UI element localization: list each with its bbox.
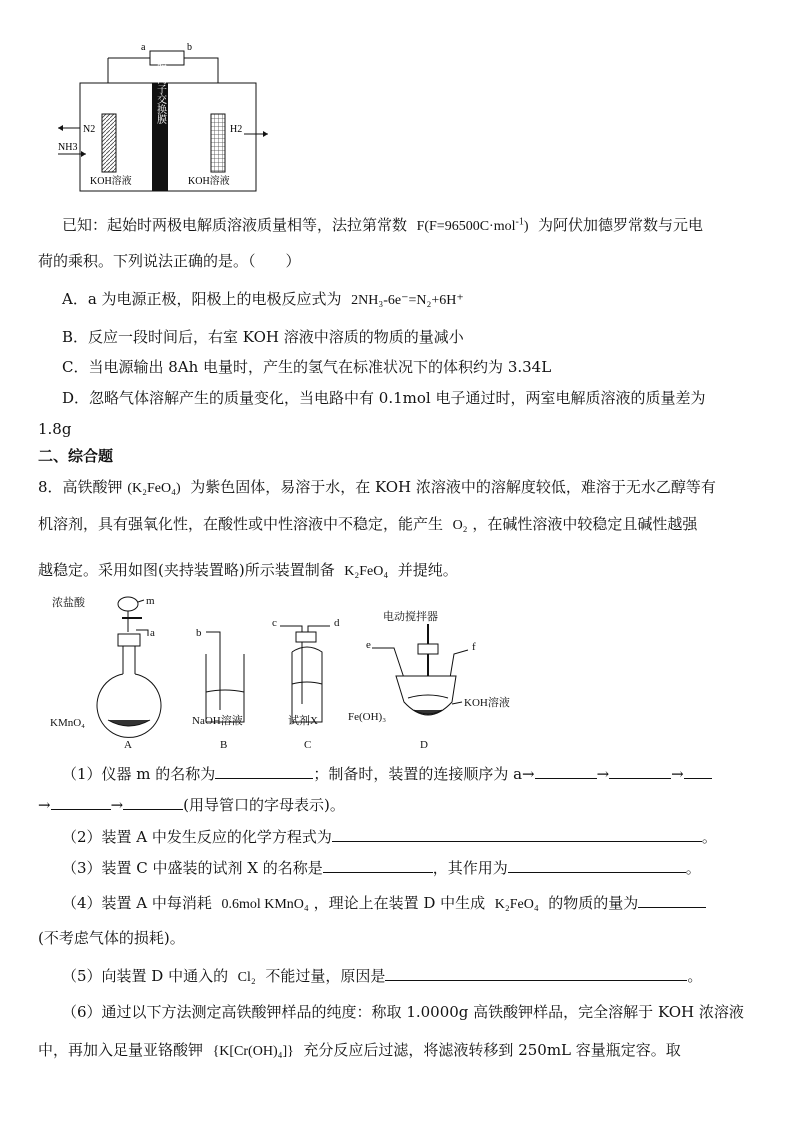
left-electrode [102, 114, 116, 172]
answer-blank-11[interactable] [385, 965, 687, 981]
svg-text:C: C [304, 739, 312, 751]
q8-part1-cont: → → (用导管口的字母表示)。 [38, 796, 345, 814]
svg-text:NaOH溶液: NaOH溶液 [192, 715, 243, 727]
svg-text:电动搅拌器: 电动搅拌器 [383, 611, 438, 623]
svg-text:f: f [472, 641, 476, 653]
answer-blank-4[interactable] [684, 763, 712, 779]
n2-label: N2 [83, 124, 96, 135]
q8-intro-line3: 越稳定。采用如图(夹持装置略)所示装置制备 K₂FeO₄ 并提纯。 [38, 561, 458, 579]
h2-label: H2 [230, 124, 243, 135]
q7-option-d: D．忽略气体溶解产生的质量变化，当电路中有 0.1mol 电子通过时，两室电解质溶液的质量差为 [62, 389, 706, 407]
q8-part5: （5）向装置 D 中通入的 Cl₂ 不能过量，原因是 。 [62, 967, 703, 985]
q8-part6-line2: 中，再加入足量亚铬酸钾 {K[Cr(OH)₄]} 充分反应后过滤，将滤液转移到 250mL 容量瓶定容。取 [38, 1041, 681, 1059]
label-a: a [141, 42, 146, 53]
svg-text:B: B [220, 739, 228, 751]
answer-blank-10[interactable] [638, 892, 706, 908]
power-source [150, 51, 184, 65]
svg-text:m: m [146, 595, 155, 607]
q7-line2: 荷的乘积。下列说法正确的是。（ ） [38, 252, 301, 270]
apparatus-c [272, 617, 340, 751]
q7-option-c: C．当电源输出 8Ah 电量时，产生的氢气在标准状况下的体积约为 3.34L [62, 358, 552, 376]
electrolysis-cell-diagram [50, 38, 280, 198]
q7-line1: 已知：起始时两极电解质溶液质量相等，法拉第常数 F(F=96500C·mol$^{-1}$) 为阿伏加德罗常数与元电 [62, 216, 704, 234]
q7-option-a: A．a 为电源正极，阳极上的电极反应式为 2NH₃-6e⁻=N₂+6H⁺ [62, 290, 464, 308]
q8-intro-line2: 机溶剂，具有强氧化性，在酸性或中性溶液中不稳定，能产生 O₂ ，在碱性溶液中较稳定且碱性越强 [38, 515, 698, 533]
svg-text:e: e [366, 639, 371, 651]
q8-part2: （2）装置 A 中发生反应的化学方程式为 。 [62, 828, 717, 846]
svg-text:KMnO₄: KMnO₄ [50, 717, 86, 729]
nh3-label: NH3 [58, 142, 78, 153]
apparatus-diagram [48, 592, 528, 752]
q8-intro-line1: 8．高铁酸钾 (K₂FeO₄) 为紫色固体，易溶于水，在 KOH 浓溶液中的溶解度较低，难溶于无水乙醇等有 [38, 478, 716, 496]
q7-option-d-cont: 1.8g [38, 420, 72, 438]
answer-blank-5[interactable] [51, 794, 111, 810]
svg-text:c: c [272, 617, 277, 629]
faraday-constant: F(F=96500C·mol$^{-1}$) [416, 216, 529, 234]
svg-text:KOH溶液: KOH溶液 [464, 697, 510, 709]
koh-left-label: KOH溶液 [90, 176, 132, 187]
answer-blank-3[interactable] [609, 763, 671, 779]
answer-blank-2[interactable] [535, 763, 597, 779]
answer-blank-6[interactable] [123, 794, 183, 810]
svg-text:b: b [196, 627, 202, 639]
answer-blank-9[interactable] [508, 857, 686, 873]
svg-text:Fe(OH)₃: Fe(OH)₃ [348, 711, 387, 723]
label-b: b [187, 42, 192, 53]
apparatus-b [192, 627, 244, 751]
svg-text:d: d [334, 617, 340, 629]
svg-text:试剂X: 试剂X [288, 715, 318, 727]
answer-blank-1[interactable] [215, 763, 313, 779]
q8-part4: （4）装置 A 中每消耗 0.6mol KMnO₄ ，理论上在装置 D 中生成 K₂FeO₄ 的物质的量为 [62, 892, 760, 915]
svg-text:D: D [420, 739, 428, 751]
answer-blank-7[interactable] [332, 826, 702, 842]
q8-part4-cont: (不考虑气体的损耗)。 [38, 929, 185, 947]
apparatus-a [50, 595, 161, 751]
q8-part1: （1）仪器 m 的名称为 ；制备时，装置的连接顺序为 a→ → → [62, 763, 760, 784]
koh-right-label: KOH溶液 [188, 176, 230, 187]
answer-blank-8[interactable] [323, 857, 433, 873]
q8-part3: （3）装置 C 中盛装的试剂 X 的名称是 ，其作用为 。 [62, 859, 701, 877]
section-title: 二、综合题 [38, 447, 114, 465]
right-electrode [211, 114, 225, 172]
svg-text:浓盐酸: 浓盐酸 [52, 597, 85, 609]
svg-text:A: A [124, 739, 132, 751]
q7-option-b: B．反应一段时间后，右室 KOH 溶液中溶质的物质的量减小 [62, 328, 464, 346]
membrane-label: 阴离子交换膜 [154, 64, 166, 124]
q8-part6-line1: （6）通过以下方法测定高铁酸钾样品的纯度：称取 1.0000g 高铁酸钾样品，完全溶解于 KOH 浓溶液 [62, 1003, 744, 1021]
apparatus-d [348, 609, 510, 751]
svg-text:a: a [150, 627, 155, 639]
